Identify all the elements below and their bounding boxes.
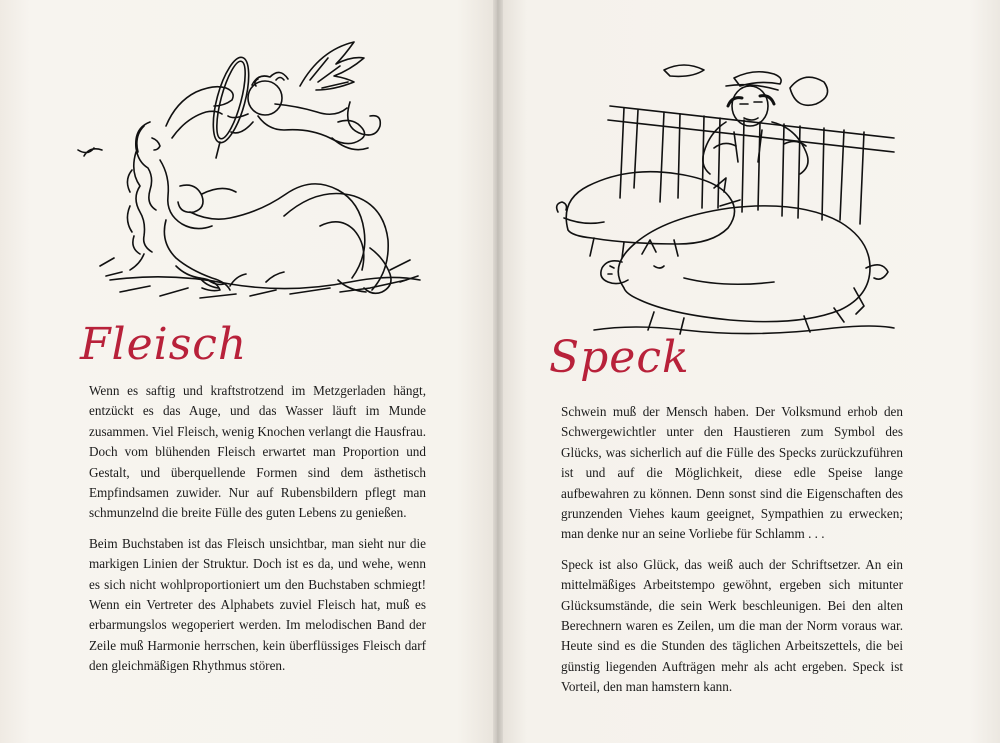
left-paragraph-1: Wenn es saftig und kraftstrotzend im Metzgerladen hängt, entzückt es das Auge, und das Wasser läuft im Munde zusammen. Viel Fleisch, wenig Knochen verlangt die Hausfrau. Doch vom blühenden Fleisch erwartet man Proportion und Gestalt, und überquellende Formen sind dem ästhetisch Empfindsamen zuwider. Nur auf Rubensbildern pflegt man schmunzelnd die breite Fülle des guten Lebens zu genießen. bbox=[89, 383, 426, 521]
pigs-and-farmer-illustration bbox=[554, 48, 904, 338]
right-paragraph-1: Schwein muß der Mensch haben. Der Volksmund erhob den Schwergewichtler unter den Haustieren zum Symbol des Glücks, was sicherlich auf die Fülle des Specks zurückzuführen ist und auf die Möglichkeit, diese edle Speise lange aufbewahren zu können. Denn sonst sind die Eigenschaften des grunzenden Viehes kaum geeignet, Sympathien zu erwecken; man denke nur an seine Vorliebe für Schlamm . . . bbox=[561, 404, 903, 542]
fleisch-heading: Fleisch bbox=[80, 319, 248, 370]
right-page-body bbox=[561, 402, 903, 708]
reclining-nude-with-cherub-illustration bbox=[70, 30, 430, 310]
left-page-body bbox=[89, 381, 426, 687]
book-gutter bbox=[493, 0, 503, 743]
left-page bbox=[0, 0, 497, 743]
speck-heading: Speck bbox=[549, 332, 690, 383]
right-page bbox=[497, 0, 1000, 743]
right-paragraph-2: Speck ist also Glück, das weiß auch der Schriftsetzer. An ein mittelmäßiges Arbeitstempo gewöhnt, ergeben sich mitunter Glücksumstände, die sein Werk beschleunigen. Bei den alten Berechnern waren es Zeilen, um die man der Norm voraus war. Heute sind es die Stunden des täglichen Arbeitszettels, die bei günstig liegenden Aufträgen mehr als acht ergeben. Speck ist Vorteil, den man hamstern kann. bbox=[561, 556, 903, 695]
left-paragraph-2: Beim Buchstaben ist das Fleisch unsichtbar, man sieht nur die markigen Linien der Struktur. Doch ist es da, und wehe, wenn es sich nicht wohlproportioniert um den Buchstaben schmiegt! Wenn ein Vertreter des Alphabets zuviel Fleisch hat, muß es erbarmungslos wegoperiert werden. Im melodischen Band der Zeile muß Harmonie herrschen, kein überflüssiges Fleisch darf den gleichmäßigen Rhythmus stören. bbox=[89, 535, 426, 674]
